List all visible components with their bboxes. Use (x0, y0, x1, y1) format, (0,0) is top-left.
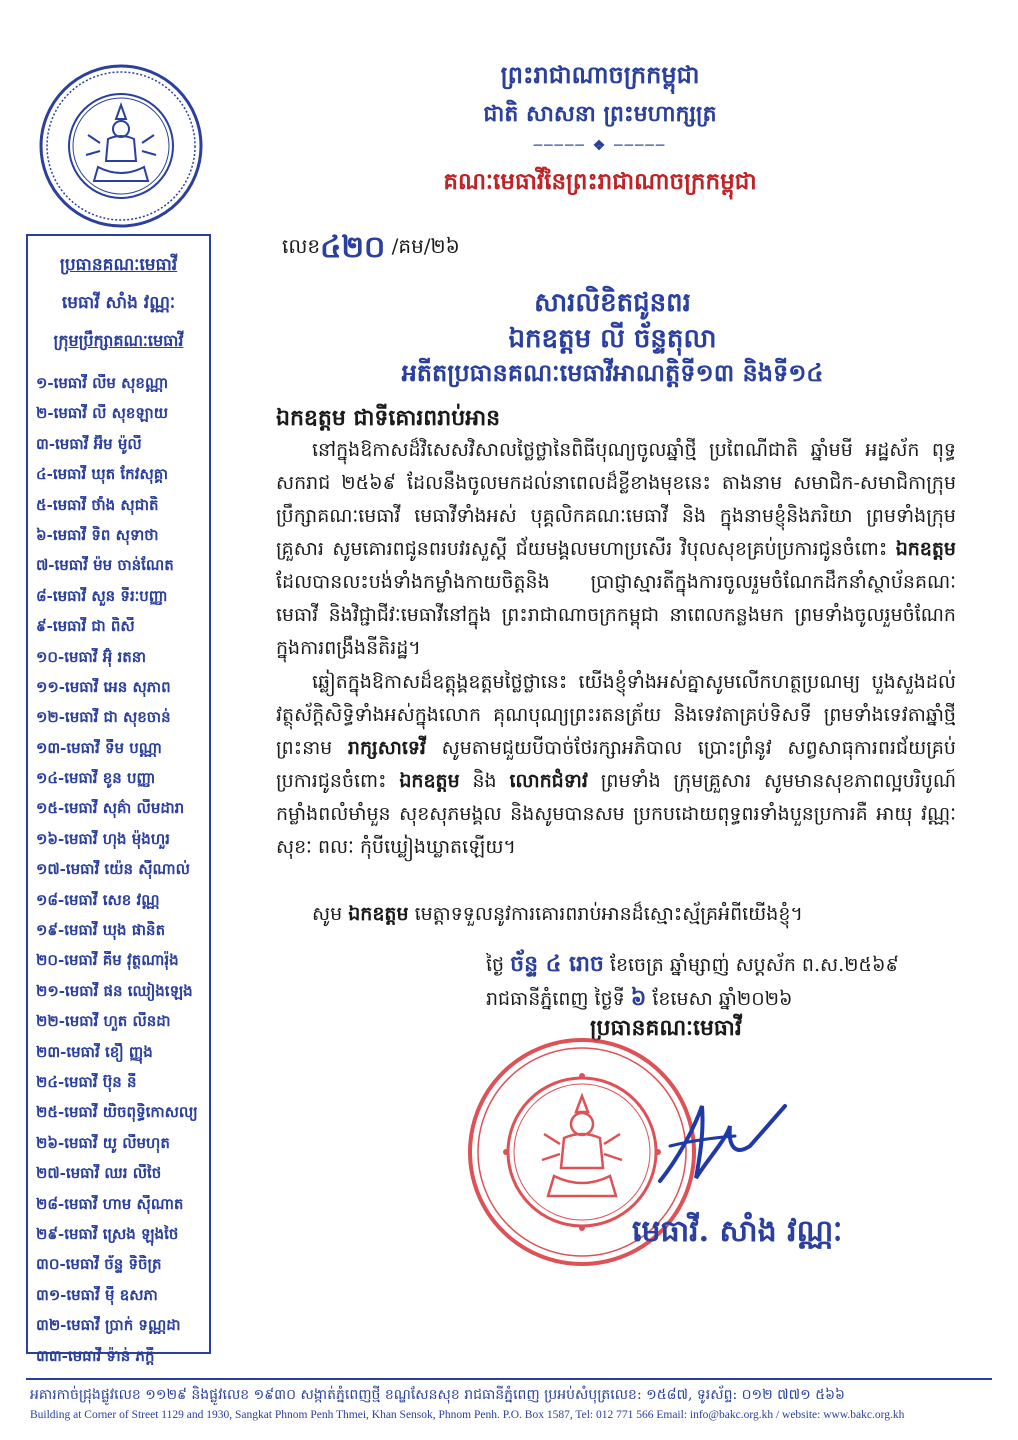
p2-emphasis-deity: រាក្សសាទេវី (347, 737, 426, 759)
council-member: ២៥-មេធាវី យិចពុទ្ធិកោសល្យ (36, 1103, 198, 1122)
p2-emphasis-lady: លោកជំទាវ (509, 770, 588, 792)
civil-date (486, 984, 793, 1016)
civil-date-suffix: ខែមេសា ឆ្នាំ២០២៦ (652, 988, 793, 1010)
council-member: ២០-មេធាវី គីម វុត្ថណារ៉ុង (36, 951, 179, 970)
council-member: ២១-មេធាវី ផន ឈៀងឡេង (36, 981, 193, 1000)
council-member: ២៣-មេធាវី ខឿ ញ្ញុង (36, 1042, 153, 1061)
p2-text-d: ព្រមទាំង ក្រុមគ្រួសារ សូមមានសុខភាពល្អបរិបូណ៍ កម្លាំងពលំមាំមួន សុខសុភមង្គល និងសូមបានសម ប្រកបដោយពុទ្ធពរទាំងបួនប្រការគឺ អាយុ វណ្ណៈ សុខៈ ពលៈ កុំបីឃ្លៀងឃ្លាតឡើយ។ (276, 770, 957, 858)
p3-emphasis: ឯកឧត្តម (348, 903, 409, 925)
reference-number-row (282, 228, 460, 272)
p2-text-b: សូមតាមជួយបីបាច់ថែរក្សាអភិបាល ប្រោះព្រំនូវ សព្វសាធុការពរជ័យគ្រប់ប្រការជូនចំពោះ (276, 737, 956, 792)
national-motto: ជាតិ សាសនា ព្រះមហាក្សត្រ (483, 101, 717, 127)
body-paragraph-1 (276, 434, 956, 665)
council-sidebar (26, 234, 211, 1365)
body-paragraph-2 (276, 666, 956, 864)
council-member: ២៤-មេធាវី ប៊ុន នី (36, 1072, 137, 1091)
president-name: មេធាវី សាំង វណ្ណៈ (61, 293, 176, 313)
council-heading: ក្រុមប្រឹក្សាគណៈមេធាវី (53, 331, 184, 350)
letter-title: សារលិខិតជូនពរ (534, 288, 691, 318)
council-member: ២៨-មេធាវី ហាម ស៊ីណាត (36, 1194, 184, 1213)
p1-emphasis: ឯកឧត្តម (895, 538, 956, 560)
civil-date-prefix: រាជធានីភ្នំពេញ ថ្ងៃទី (486, 988, 625, 1010)
p1-text-b: ដែលបានលះបង់ទាំងកម្លាំងកាយចិត្តនិង ប្រាជ្ញាស្មារតីក្នុងការចូលរួមចំណែកដឹកនាំស្ថាប័នគណៈមេធាវី និងវិជ្ជាជីវៈមេធាវីនៅក្នុង ព្រះរាជាណាចក្រកម្ពុជា នាពេលកន្លងមក ព្រមទាំងចូលរួមចំណែកក្នុងការពង្រឹងនីតិរដ្ឋ។ (276, 571, 956, 659)
lunar-date (486, 950, 899, 982)
council-member: ១៥-មេធាវី សុគ៌ា លីមដារា (36, 799, 185, 818)
civil-date-handwritten: ៦ (630, 985, 647, 1011)
signer-name: មេធាវី. សាំង វណ្ណៈ (632, 1214, 843, 1249)
footer-address-khmer: អគារកាច់ជ្រុងផ្លូវលេខ ១១២៩ និងផ្លូវលេខ ១៩៣០ សង្កាត់ភ្នំពេញថ្មី ខណ្ឌសែនសុខ រាជធានីភ្នំពេញ ប្រអប់សំបុត្រលេខ: ១៥៨៧, ទូរស័ព្ទ: ០១២ ៧៧១ ៥៦៦ (30, 1387, 845, 1403)
recipient-position: អតីតប្រធានគណៈមេធាវីអាណត្តិទី១៣ និងទី១៤ (401, 358, 824, 387)
lunar-date-prefix: ថ្ងៃ (486, 954, 505, 976)
council-member: ២-មេធាវី លី សុខឡាយ (36, 404, 169, 423)
reference-suffix: /គម/២៦ (391, 234, 460, 258)
council-member: ៥-មេធាវី ថាំង សុជាតិ (36, 495, 159, 514)
council-member: ១៦-មេធាវី ហុង ម៉ុងហួរ (36, 829, 170, 848)
council-member: ១៣-មេធាវី ទឹម បណ្ណា (36, 738, 162, 757)
council-member: ៦-មេធាវី ទិព សុទាថា (36, 525, 159, 544)
organization-name: គណៈមេធាវីនៃព្រះរាជាណាចក្រកម្ពុជា (443, 168, 757, 195)
p3-text-b: មេត្តាទទួលនូវការគោរពរាប់អានដ៏ស្មោះស្ម័គ្រអំពីយើងខ្ញុំ។ (414, 903, 803, 925)
footer-address-english: Building at Corner of Street 1129 and 1930, Sangkat Phnom Penh Thmei, Khan Sensok, Phnom Penh. P.O. Box 1587, Tel: 012 771 566 Email: info@bakc.org.kh / website: www.bakc.org.kh (30, 1409, 905, 1421)
p2-text-a: ឆ្លៀតក្នុងឱកាសដ៏ឧត្តុង្គឧត្តមថ្លៃថ្លានេះ យើងខ្ញុំទាំងអស់គ្នាសូមលើកហត្ថប្រណម្យ បួងសួងដល់វត្ថុស័ក្តិសិទ្ធិទាំងអស់ក្នុងលោក គុណបុណ្យព្រះរតនត្រ័យ និងទេវតាគ្រប់ទិសទី ព្រមទាំងទេវតាឆ្នាំថ្មី ព្រះនាម (276, 671, 956, 759)
council-member: ៤-មេធាវី ឃុត កែវសុគ្គា (36, 465, 169, 484)
council-member: ២៧-មេធាវី ឈរ លីថៃ (36, 1164, 162, 1183)
council-member: ៣២-មេធាវី ប្រាក់ ទណ្ណដា (36, 1316, 181, 1335)
council-member: ១៤-មេធាវី ខូន បញ្ញា (36, 769, 156, 788)
council-member: ១៨-មេធាវី សេខ វណ្ណ (36, 890, 160, 909)
signer-title: ប្រធានគណៈមេធាវី (590, 1015, 742, 1041)
council-member: ១៩-មេធាវី ឃុង ផានិត (36, 921, 166, 940)
president-heading: ប្រធានគណៈមេធាវី (59, 255, 178, 275)
council-member: ១-មេធាវី លីម សុខណ្ណា (36, 374, 169, 392)
footer-divider (26, 1378, 992, 1380)
recipient-name: ឯកឧត្តម លី ច័ន្ទតុលា (508, 324, 717, 354)
salutation: ឯកឧត្តម ជាទីគោរពរាប់អាន (276, 405, 501, 431)
p2-emphasis-excellency: ឯកឧត្តម (399, 770, 460, 792)
council-member: ៩-មេធាវី ជា ពិសី (36, 617, 135, 636)
council-member: ២២-មេធាវី ហួត លីនដា (36, 1012, 171, 1031)
p2-text-c: និង (472, 770, 497, 792)
lunar-date-handwritten: ច័ន្ទ ៤ រោច (510, 951, 604, 977)
council-member: ១២-មេធាវី ជា សុខចាន់ (36, 708, 171, 727)
council-member: ៣១-មេធាវី ម៉ី ឧសភា (36, 1285, 158, 1304)
p3-text-a: សូម (312, 903, 343, 925)
council-member: ៣-មេធាវី អ៊ឹម ម៉ូលី (36, 434, 142, 453)
council-member: ៨-មេធាវី សួន ទីរៈបញ្ញា (36, 586, 168, 605)
council-member: ១០-មេធាវី អ៊ុំ រតនា (36, 647, 147, 666)
lunar-date-suffix: ខែចេត្រ ឆ្នាំម្សាញ់ សប្តស័ក ព.ស.២៥៦៩ (609, 954, 899, 976)
bar-association-emblem (38, 63, 204, 229)
council-member: ២៩-មេធាវី ស្រេង ឡុងថៃ (36, 1224, 179, 1243)
kingdom-heading: ព្រះរាជាណាចក្រកម្ពុជា (500, 60, 700, 89)
body-paragraph-3 (276, 898, 956, 931)
reference-prefix: លេខ (282, 234, 321, 258)
p1-text-a: នៅក្នុងឱកាសដ៏វិសេសវិសាលថ្លៃថ្លានៃពិធីបុណ្យចូលឆ្នាំថ្មី ប្រពៃណីជាតិ ឆ្នាំមមី អដ្ឋស័ក ពុទ្ធសករាជ ២៥៦៩ ដែលនឹងចូលមកដល់នាពេលដ៏ខ្លីខាងមុខនេះ តាងនាម សមាជិក-សមាជិកាក្រុមប្រឹក្សាគណៈមេធាវី មេធាវីទាំងអស់ បុគ្គលិកគណៈមេធាវី និង ក្នុងនាមខ្ញុំនិងភរិយា ព្រមទាំងក្រុមគ្រួសារ សូមគោរពជូនពរបវរសួស្តី ជ័យមង្គលមហាប្រសើរ វិបុលសុខគ្រប់ប្រការជូនចំពោះ (276, 439, 956, 560)
council-member-list (36, 374, 206, 1377)
council-member: ៣៣-មេធាវី ទ៉ាន់ ភក្តី (36, 1346, 155, 1365)
council-member: ៧-មេធាវី ម៉ម ចាន់ណែត (36, 556, 174, 575)
council-member: ១១-មេធាវី អេន សុភាព (36, 677, 171, 696)
reference-number: ៤២០ (320, 230, 386, 265)
divider-ornament: ───── ❖ ───── (533, 138, 667, 154)
handwritten-signature (640, 1086, 790, 1196)
council-member: ៣០-មេធាវី ច័ន្ទ ទិចិត្រ (36, 1255, 162, 1274)
council-member: ២៦-មេធាវី យូ លីមហុត (36, 1133, 170, 1152)
council-member: ១៧-មេធាវី យ៉េន ស៊ីណាល់ (36, 860, 190, 879)
